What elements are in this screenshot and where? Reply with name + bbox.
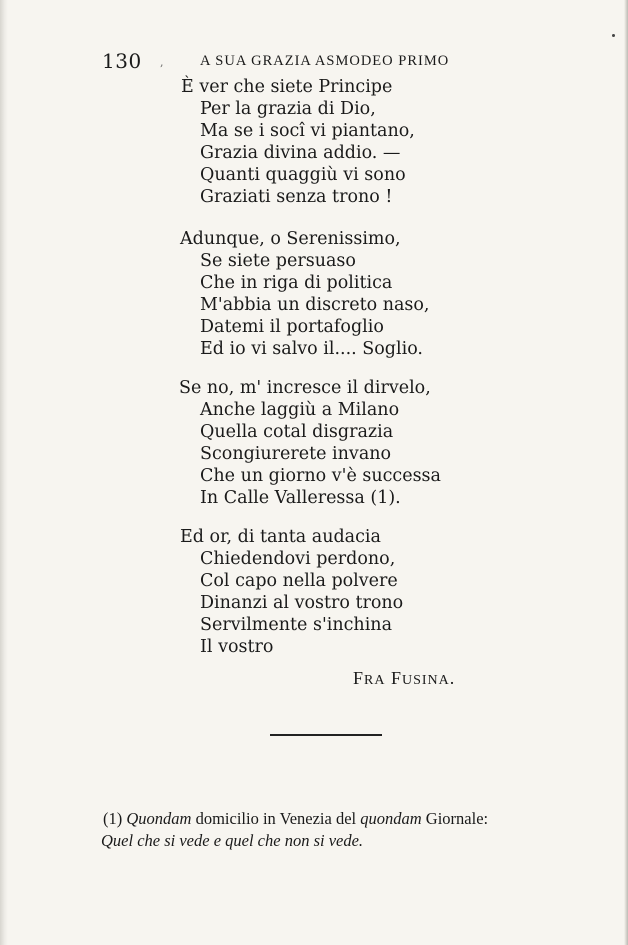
verse-line: Col capo nella polvere	[200, 571, 398, 591]
verse-line: Dinanzi al vostro trono	[200, 593, 404, 613]
footnote	[103, 808, 563, 852]
verse-line: Chiedendovi perdono,	[200, 549, 396, 569]
verse-line: Quanti quaggiù vi sono	[200, 165, 406, 185]
footnote-latin-word: quondam	[360, 809, 422, 828]
section-divider	[270, 734, 382, 736]
verse-line: Per la grazia di Dio,	[200, 99, 376, 119]
page-number: 130	[102, 49, 142, 73]
verse-line: Anche laggiù a Milano	[200, 400, 400, 420]
verse-line: M'abbia un discreto naso,	[200, 295, 430, 315]
verse-line: Datemi il portafoglio	[200, 317, 384, 337]
running-title: A SUA GRAZIA ASMODEO PRIMO	[200, 53, 450, 69]
page-header	[102, 46, 462, 74]
verse-line: In Calle Valleressa (1).	[200, 488, 401, 508]
author-signature	[353, 668, 455, 689]
signature-smallcaps: USINA	[401, 673, 450, 688]
signature-initial: F	[353, 668, 365, 688]
verse-line: Che in riga di politica	[200, 273, 393, 293]
verse-line: Che un giorno v'è successa	[200, 466, 441, 486]
footnote-text: domicilio in Venezia del	[195, 809, 357, 828]
verse-line: Servilmente s'inchina	[200, 615, 392, 635]
verse-line: Graziati senza trono !	[200, 187, 393, 207]
verse-line: Se siete persuaso	[200, 251, 356, 271]
verse-line: Grazia divina addio. —	[200, 143, 401, 163]
footnote-marker: (1)	[103, 809, 123, 828]
footnote-text: Giornale:	[425, 809, 489, 828]
signature-smallcaps: RA	[364, 673, 386, 688]
verse-line: Il vostro	[200, 637, 274, 657]
signature-period: .	[449, 668, 456, 688]
page-right-edge	[624, 0, 628, 945]
footnote-latin-word: Quondam	[126, 809, 192, 828]
footnote-line-2: Quel che si vede e quel che non si vede.	[101, 831, 364, 850]
page-binding-edge	[0, 0, 8, 945]
verse-line: Se no, m' incresce il dirvelo,	[179, 378, 431, 398]
verse-line: Ma se i socî vi piantano,	[200, 121, 415, 141]
verse-line: Ed or, di tanta audacia	[180, 527, 381, 547]
verse-line: Adunque, o Serenissimo,	[180, 229, 401, 249]
ink-speck	[612, 34, 615, 37]
signature-initial: F	[390, 668, 402, 688]
verse-line: Scongiurerete invano	[200, 444, 392, 464]
verse-line: È ver che siete Principe	[181, 77, 393, 97]
footnote-line-1	[103, 808, 563, 830]
verse-line: Ed io vi salvo il.... Soglio.	[200, 339, 423, 359]
verse-line: Quella cotal disgrazia	[200, 422, 394, 442]
stray-mark: ,	[160, 56, 164, 69]
